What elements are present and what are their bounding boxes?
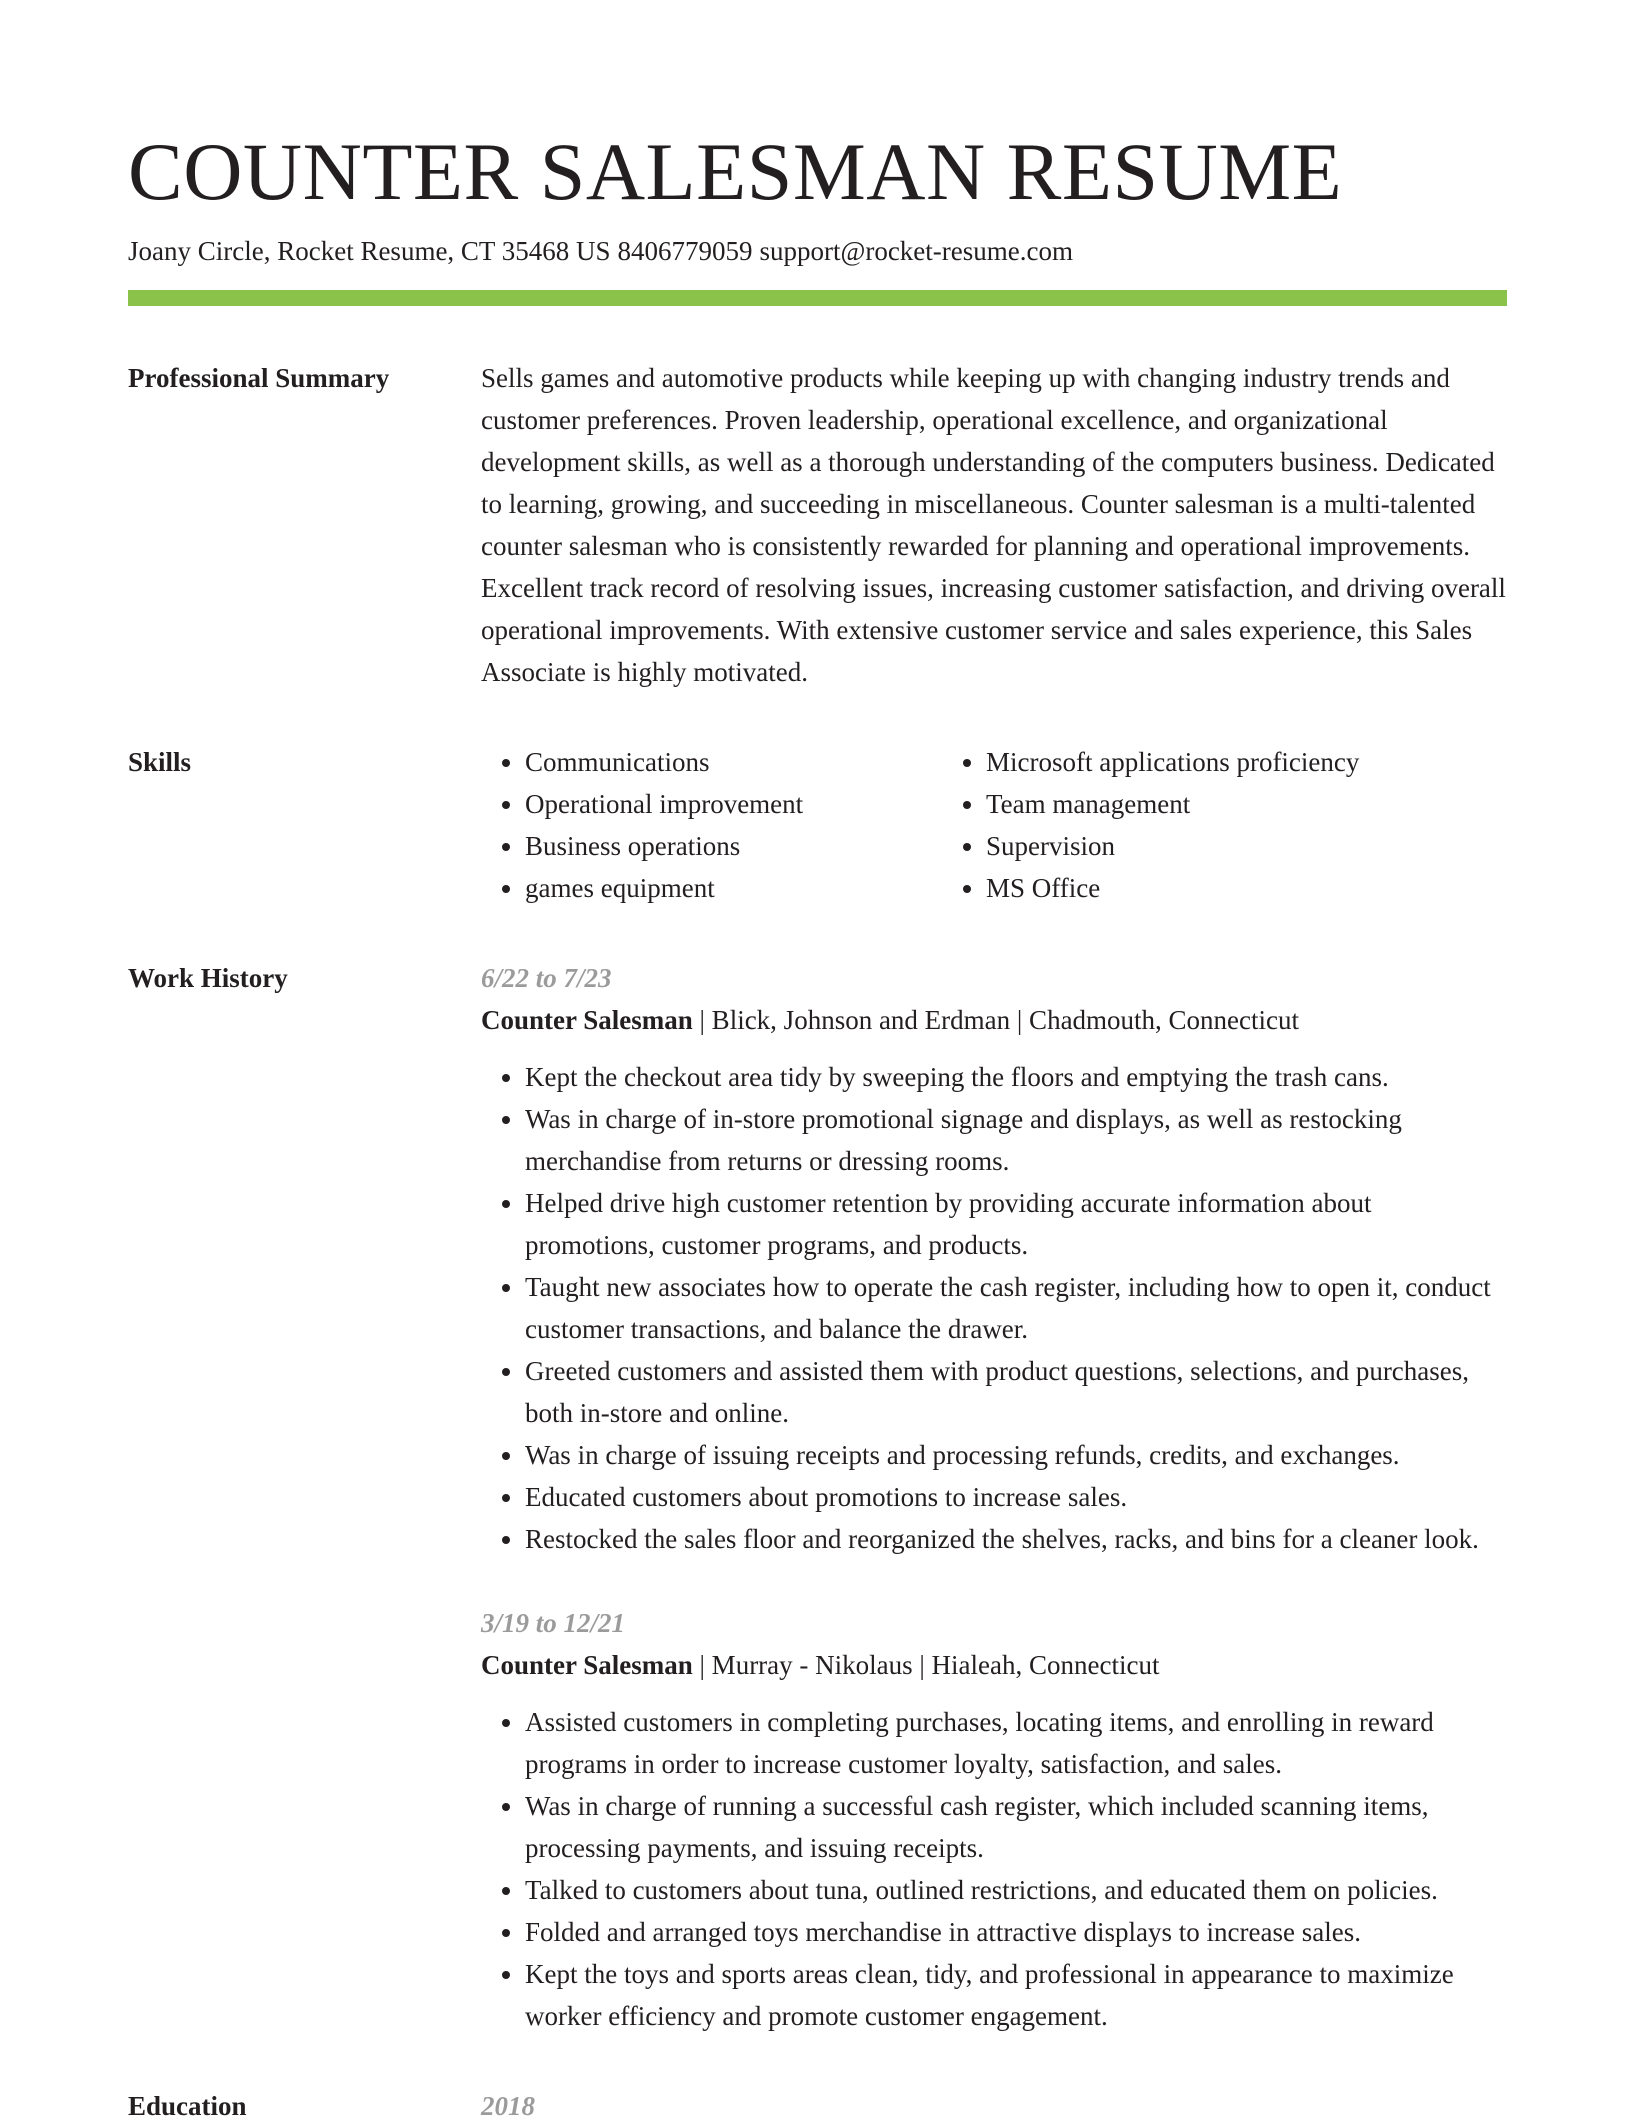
job-dates: 3/19 to 12/21 xyxy=(481,1608,626,1638)
skill-item: • Operational improvement xyxy=(525,783,942,825)
summary-label: Professional Summary xyxy=(128,363,390,393)
job-bullet: • Kept the toys and sports areas clean, tidy, and professional in appearance to maximize worker efficiency and promote customer engagement. xyxy=(525,1953,1507,2037)
job-entry xyxy=(481,957,1507,1560)
work-history-body xyxy=(481,957,1507,2037)
contact-email: support@rocket-resume.com xyxy=(759,236,1073,266)
contact-address: Joany Circle, Rocket Resume, CT 35468 US xyxy=(128,236,611,266)
skills-section xyxy=(128,741,1507,909)
job-bullet: • Taught new associates how to operate the cash register, including how to open it, conduct customer transactions, and balance the drawer. xyxy=(525,1266,1507,1350)
education-label: Education xyxy=(128,2091,247,2121)
summary-text: Sells games and automotive products while keeping up with changing industry trends and customer preferences. Proven leadership, operational excellence, and organizational development skills, as well as a thorough understanding of the computers business. Dedicated to learning, growing, and succeeding in miscellaneous. Counter salesman is a multi-talented counter salesman who is consistently rewarded for planning and operational improvements. Excellent track record of resolving issues, increasing customer satisfaction, and driving overall operational improvements. With extensive customer service and sales experience, this Sales Associate is highly motivated. xyxy=(481,363,1506,687)
skill-item: • MS Office xyxy=(986,867,1507,909)
job-bullets xyxy=(481,1056,1507,1560)
resume-title: COUNTER SALESMAN RESUME xyxy=(128,126,1343,217)
skill-item: • Team management xyxy=(986,783,1507,825)
job-bullet: • Talked to customers about tuna, outlined restrictions, and educated them on policies. xyxy=(525,1869,1507,1911)
education-year: 2018 xyxy=(481,2091,535,2121)
skill-item: • games equipment xyxy=(525,867,942,909)
job-bullet: • Folded and arranged toys merchandise in attractive displays to increase sales. xyxy=(525,1911,1507,1953)
job-title: Counter Salesman xyxy=(481,1005,693,1035)
job-title: Counter Salesman xyxy=(481,1650,693,1680)
job-bullet: • Was in charge of in-store promotional signage and displays, as well as restocking merchandise from returns or dressing rooms. xyxy=(525,1098,1507,1182)
summary-section xyxy=(128,357,1507,693)
job-details: | Murray - Nikolaus | Hialeah, Connecticut xyxy=(692,1650,1160,1680)
job-details: | Blick, Johnson and Erdman | Chadmouth, Connecticut xyxy=(692,1005,1300,1035)
job-bullet: • Assisted customers in completing purchases, locating items, and enrolling in reward programs in order to increase customer loyalty, satisfaction, and sales. xyxy=(525,1701,1507,1785)
resume-page xyxy=(128,120,1507,2127)
job-bullet: • Was in charge of issuing receipts and processing refunds, credits, and exchanges. xyxy=(525,1434,1507,1476)
work-history-section xyxy=(128,957,1507,2037)
job-entry xyxy=(481,1602,1507,2037)
job-bullet: • Educated customers about promotions to increase sales. xyxy=(525,1476,1507,1518)
education-section xyxy=(128,2085,1507,2127)
skills-body xyxy=(481,741,1507,909)
contact-phone: 8406779059 xyxy=(617,236,753,266)
skill-item: • Communications xyxy=(525,741,942,783)
skills-list-right xyxy=(942,741,1507,909)
job-dates: 6/22 to 7/23 xyxy=(481,963,612,993)
job-bullet: • Was in charge of running a successful cash register, which included scanning items, processing payments, and issuing receipts. xyxy=(525,1785,1507,1869)
job-heading xyxy=(481,1644,1507,1686)
job-bullet: • Helped drive high customer retention by providing accurate information about promotions, customer programs, and products. xyxy=(525,1182,1507,1266)
education-body xyxy=(481,2085,1507,2127)
job-bullet: • Kept the checkout area tidy by sweeping the floors and emptying the trash cans. xyxy=(525,1056,1507,1098)
skill-item: • Supervision xyxy=(986,825,1507,867)
job-bullet: • Restocked the sales floor and reorganized the shelves, racks, and bins for a cleaner look. xyxy=(525,1518,1507,1560)
job-heading xyxy=(481,999,1507,1041)
skill-item: • Microsoft applications proficiency xyxy=(986,741,1507,783)
skills-label: Skills xyxy=(128,747,192,777)
job-bullets xyxy=(481,1701,1507,2037)
skills-list-left xyxy=(481,741,942,909)
work-history-label: Work History xyxy=(128,963,288,993)
job-bullet: • Greeted customers and assisted them with product questions, selections, and purchases, both in-store and online. xyxy=(525,1350,1507,1434)
summary-body xyxy=(481,357,1507,693)
skill-item: • Business operations xyxy=(525,825,942,867)
accent-divider xyxy=(128,290,1507,306)
contact-line xyxy=(128,232,1507,270)
